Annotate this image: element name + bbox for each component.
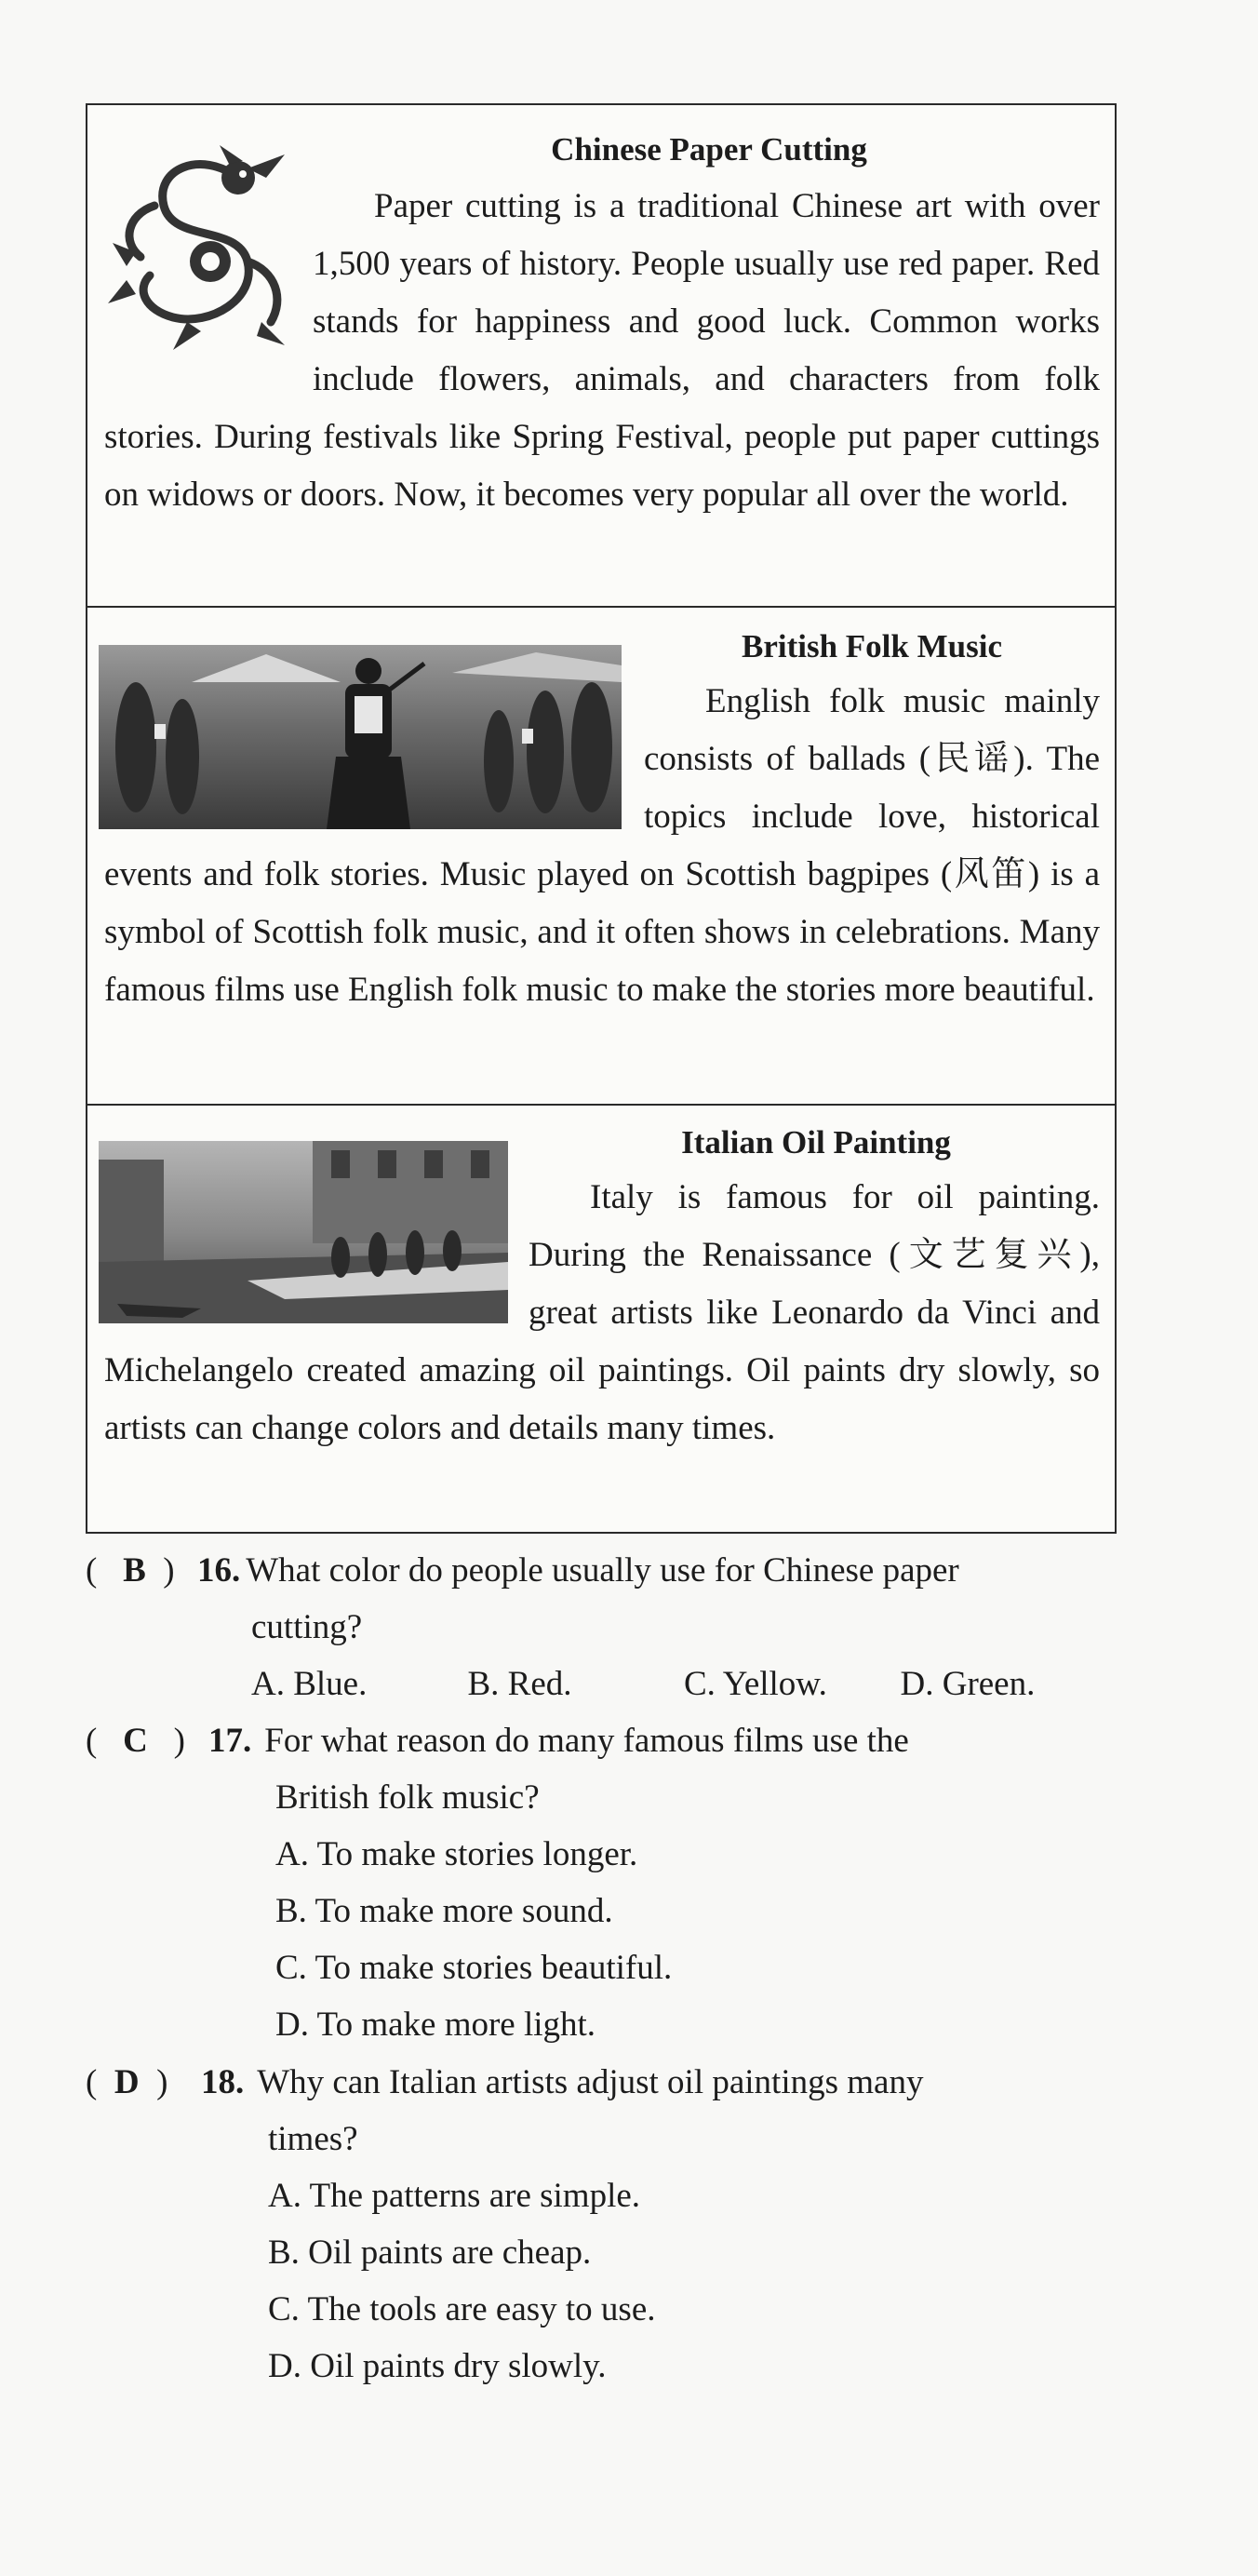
question-18 <box>86 2054 1117 2395</box>
question-stem: Why can Italian artists adjust oil paintings many <box>257 2063 924 2101</box>
question-stem: For what reason do many famous films use the <box>264 1722 909 1760</box>
question-17 <box>86 1712 1117 2053</box>
question-stem: What color do people usually use for Chinese paper <box>246 1551 959 1590</box>
option-d: D. Oil paints dry slowly. <box>268 2347 607 2385</box>
option-d: D. To make more light. <box>275 2006 596 2044</box>
passage-text: Paper cutting is a traditional Chinese art with over 1,500 years of history. People usually use red paper. Red stands for happiness and good luck. Common works include flowers, animals, and characters from folk stories. During festivals like Spring Festival, people put paper cuttings on widows or doors. Now, it becomes very popular all over the world. <box>104 187 1100 514</box>
option-c: C. To make stories beautiful. <box>275 1949 673 1987</box>
option-b: B. Oil paints are cheap. <box>268 2234 592 2272</box>
passage-british-folk-music <box>87 606 1115 1104</box>
passage-title: Chinese Paper Cutting <box>551 131 867 168</box>
venice-painting-photo <box>99 1141 508 1323</box>
passage-text: Italy is famous for oil painting. During the Renaissance (文艺复兴), great artists like Leonardo da Vinci and Michelangelo created amazing oil paintings. Oil paints dry slowly, so artists can change colors and details many times. <box>104 1178 1100 1447</box>
options-row <box>86 1656 1117 1712</box>
passage-italian-oil-painting <box>87 1104 1115 1534</box>
question-16 <box>86 1542 1117 1712</box>
option-a: A. Blue. <box>251 1665 368 1703</box>
option-a: A. The patterns are simple. <box>268 2177 641 2215</box>
question-number: 17. <box>208 1722 252 1760</box>
bagpipe-parade-photo <box>99 645 622 829</box>
option-b: B. To make more sound. <box>275 1892 613 1930</box>
passage-title: British Folk Music <box>741 628 1003 664</box>
question-stem-cont: times? <box>268 2120 358 2158</box>
option-b: B. Red. <box>467 1665 572 1703</box>
option-c: C. Yellow. <box>684 1665 827 1703</box>
answer-slot: ( B ) <box>86 1551 175 1590</box>
passage-title: Italian Oil Painting <box>681 1124 951 1161</box>
question-stem-cont: cutting? <box>251 1608 363 1646</box>
reading-passages-box <box>86 103 1117 1534</box>
passage-text: English folk music mainly consists of ballads (民谣). The topics include love, historical events and folk stories. Music played on Scottish bagpipes (风笛) is a symbol of Scottish folk music, and it often shows in celebrations. Many famous films use English folk music to make the stories more beautiful. <box>104 682 1100 1009</box>
option-a: A. To make stories longer. <box>275 1835 638 1873</box>
question-number: 18. <box>201 2063 245 2101</box>
answer-slot: ( C ) <box>86 1722 185 1760</box>
question-number: 16. <box>197 1551 241 1590</box>
question-stem-cont: British folk music? <box>275 1778 540 1817</box>
passage-chinese-paper-cutting <box>87 105 1115 606</box>
option-d: D. Green. <box>900 1665 1036 1703</box>
dragon-paper-cut-icon <box>99 141 303 364</box>
answer-slot: ( D ) <box>86 2063 168 2101</box>
option-c: C. The tools are easy to use. <box>268 2290 656 2328</box>
